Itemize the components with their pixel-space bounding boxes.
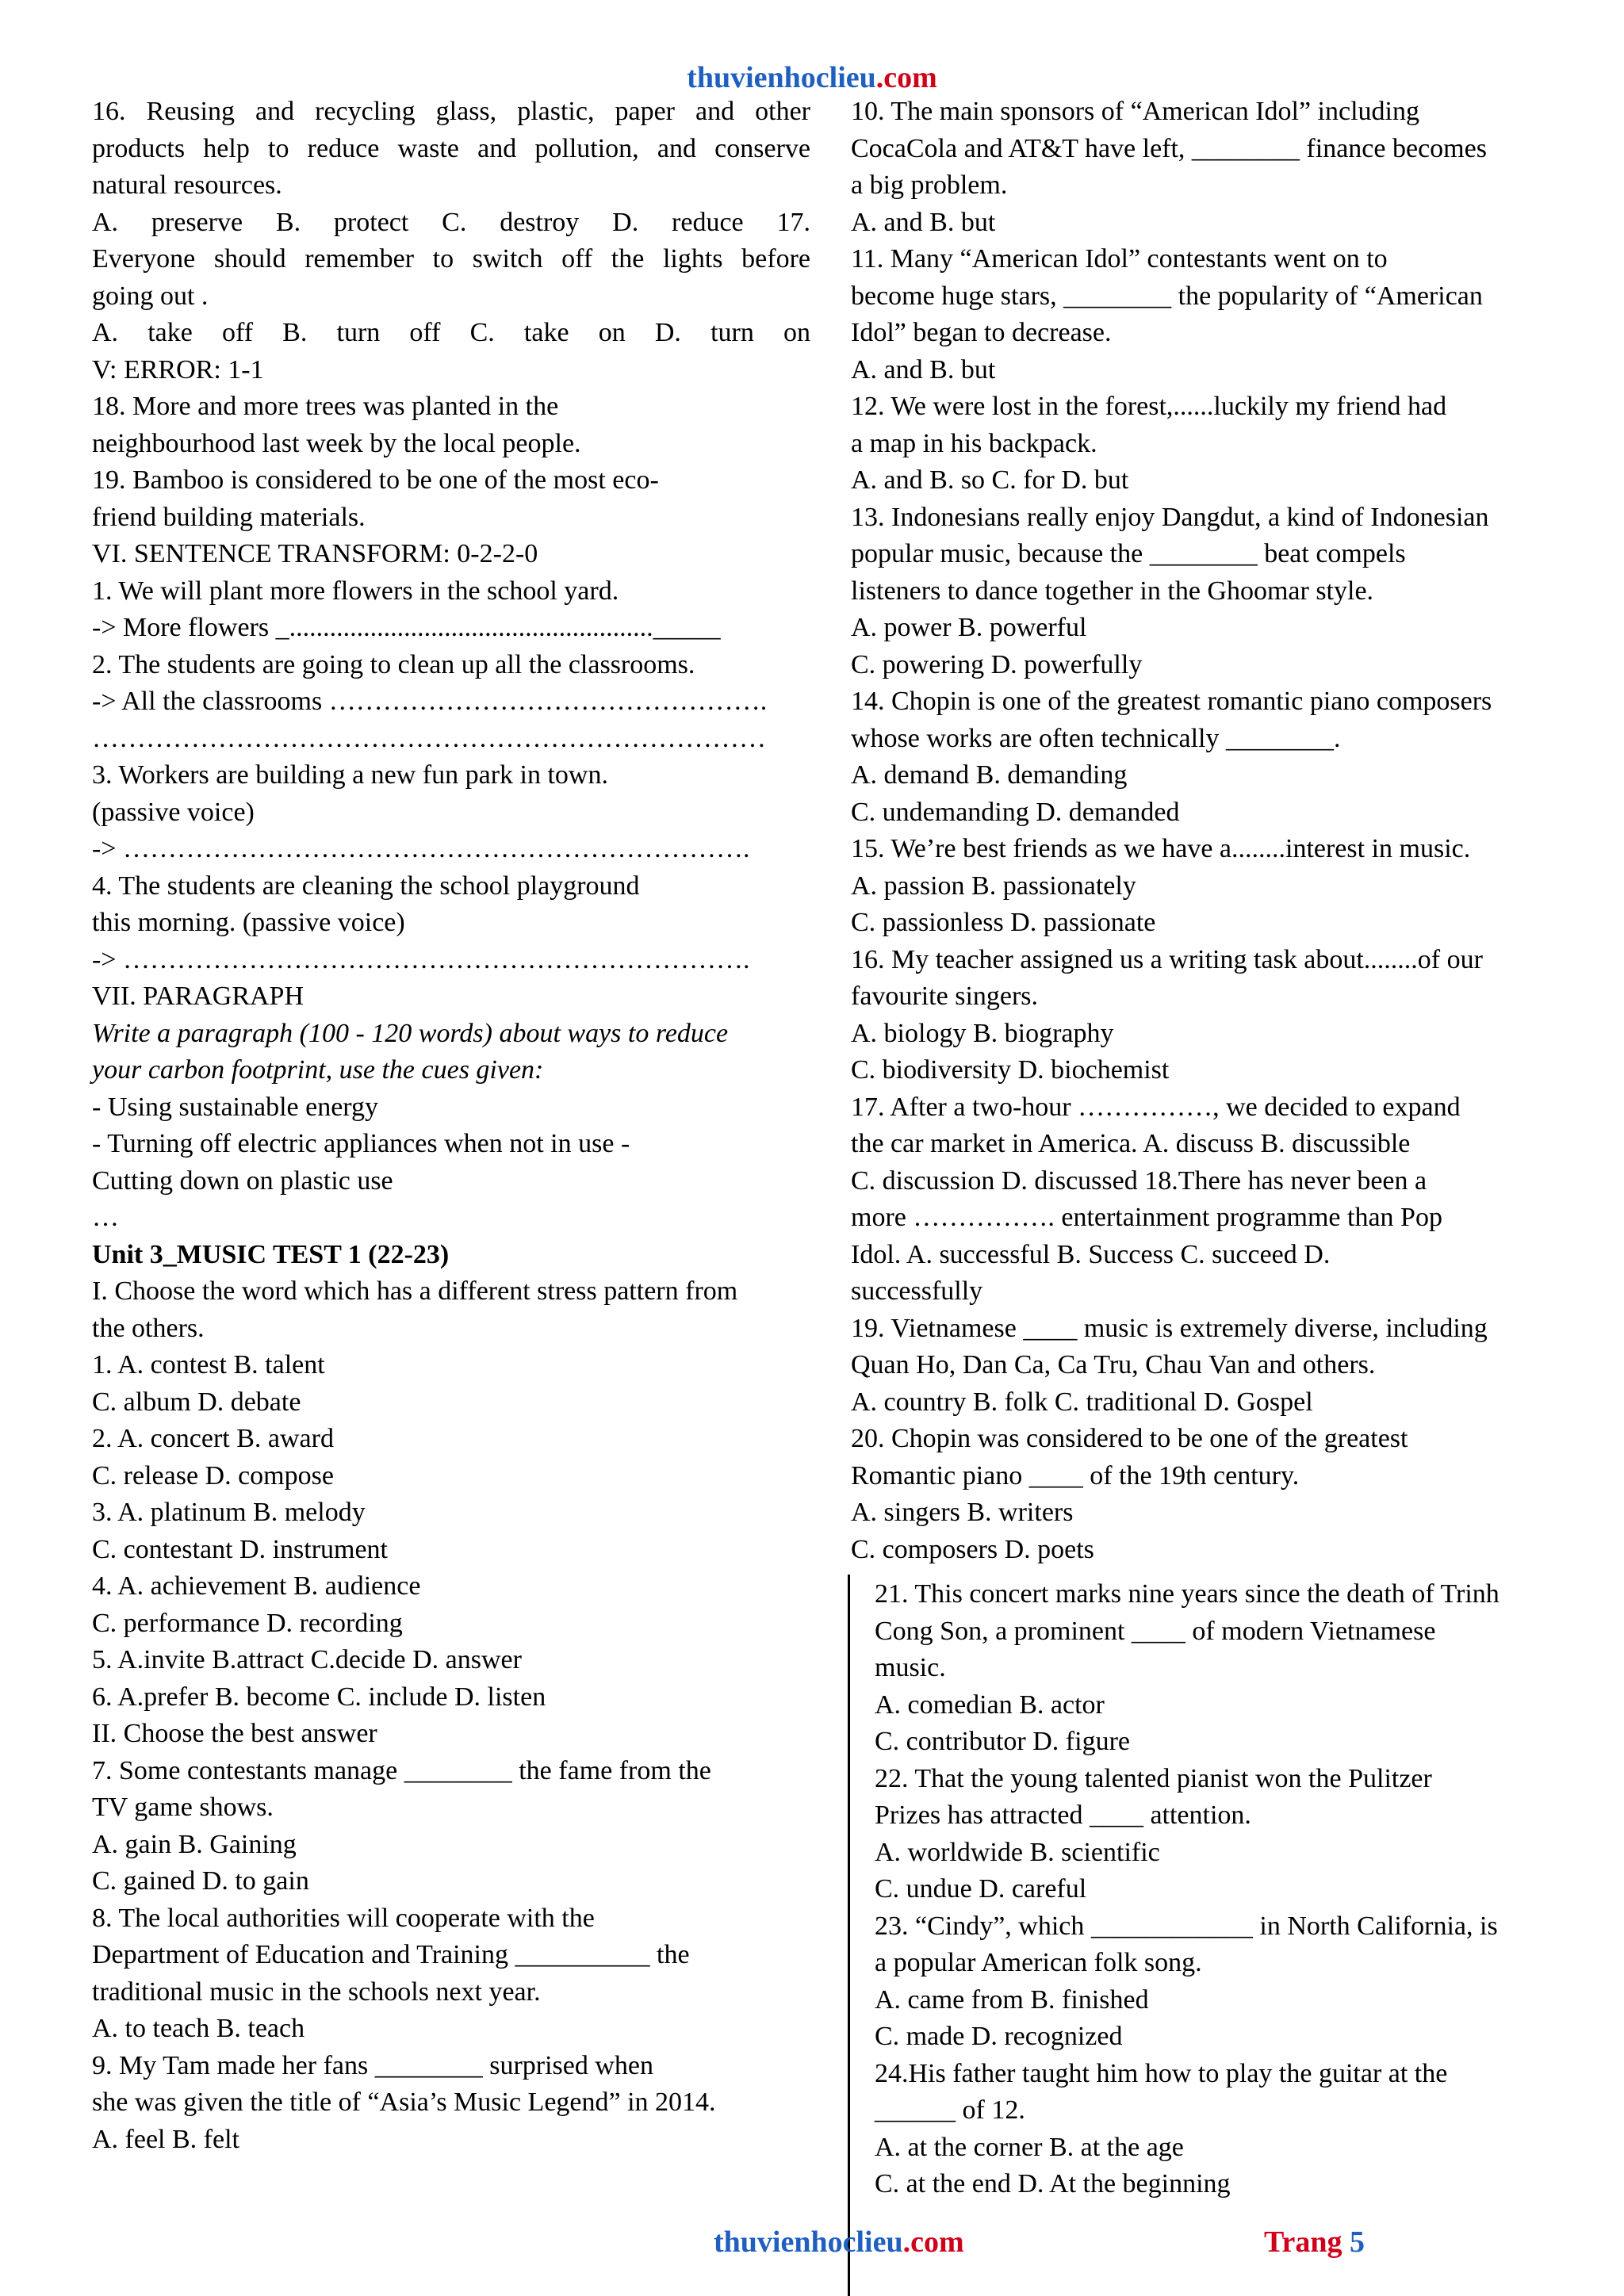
text-line: 20. Chopin was considered to be one of the greatest [851, 1424, 1408, 1453]
text-line: 14. Chopin is one of the greatest romantic piano composers [851, 687, 1492, 716]
text-line: whose works are often technically ________. [851, 723, 1341, 753]
text-line: a big problem. [851, 170, 1008, 200]
text-line: A. biology B. biography [851, 1018, 1114, 1048]
text-line: 19. Bamboo is considered to be one of the most eco- [92, 465, 659, 495]
text-line: I. Choose the word which has a different stress pattern from [92, 1276, 738, 1306]
left-column [92, 94, 810, 2158]
text-line: Prizes has attracted ____ attention. [875, 1800, 1251, 1830]
text-line: 1. We will plant more flowers in the school yard. [92, 576, 619, 606]
text-line: a map in his backpack. [851, 428, 1097, 458]
text-line: A. comedian B. actor [875, 1689, 1105, 1720]
text-line: C. biodiversity D. biochemist [851, 1055, 1170, 1085]
text-line: 19. Vietnamese ____ music is extremely diverse, including [851, 1313, 1488, 1343]
text-line: ………………………………………………………………… [92, 723, 766, 753]
text-line: 2. A. concert B. award [92, 1424, 334, 1453]
text-line: A. power B. powerful [851, 613, 1087, 642]
text-line: C. at the end D. At the beginning [875, 2169, 1231, 2198]
text-line: 4. The students are cleaning the school playground [92, 871, 640, 901]
text-line: 12. We were lost in the forest,......luckily my friend had [851, 392, 1447, 421]
text-line: C. contributor D. figure [875, 1727, 1130, 1756]
text-line: 3. Workers are building a new fun park in town. [92, 760, 608, 790]
text-line: 11. Many “American Idol” contestants went on to [851, 244, 1388, 274]
text-line: A. gain B. Gaining [92, 1829, 297, 1859]
text-line: 13. Indonesians really enjoy Dangdut, a kind of Indonesian [851, 502, 1489, 532]
page-label: Trang [1264, 2225, 1342, 2259]
text-line: VII. PARAGRAPH [92, 982, 304, 1011]
text-line: 1. A. contest B. talent [92, 1350, 325, 1380]
text-line: A. to teach B. teach [92, 2014, 305, 2043]
text-line: TV game shows. [92, 1793, 274, 1822]
text-line: 2. The students are going to clean up all the classrooms. [92, 649, 695, 679]
text-line: Quan Ho, Dan Ca, Ca Tru, Chau Van and others. [851, 1350, 1376, 1380]
footer-page [1264, 2225, 1365, 2260]
text-line: 23. “Cindy”, which ____________ in North California, is [875, 1911, 1498, 1941]
text-line: ______ of 12. [875, 2095, 1025, 2125]
text-line: -> ……………………………………………………………. [92, 944, 750, 974]
text-line: more ……………. entertainment programme than Pop [851, 1203, 1442, 1232]
text-line: successfully [851, 1276, 983, 1306]
text-line: -> More flowers _......................................................_____ [92, 613, 721, 642]
text-line: Idol. A. successful B. Success C. succeed D. [851, 1239, 1331, 1269]
text-line: -> All the classrooms …………………………………………. [92, 687, 768, 716]
text-line: your carbon footprint, use the cues given: [92, 1055, 544, 1085]
text-line: VI. SENTENCE TRANSFORM: 0-2-2-0 [92, 539, 538, 568]
text-line: A. and B. but [851, 354, 996, 385]
text-line: 7. Some contestants manage ________ the fame from the [92, 1755, 711, 1785]
text-line: A. worldwide B. scientific [875, 1837, 1160, 1867]
site-header [0, 60, 1624, 95]
text-line: Department of Education and Training __________ the [92, 1940, 690, 1969]
text-line: Everyone should remember to switch off the lights before [92, 244, 810, 274]
text-line: C. undue D. careful [875, 1874, 1087, 1904]
text-line: C. passionless D. passionate [851, 908, 1156, 937]
text-line: 22. That the young talented pianist won the Pulitzer [875, 1763, 1432, 1793]
text-line: A. and B. so C. for D. but [851, 465, 1129, 495]
footer-site [714, 2225, 964, 2260]
footer-site-tld: .com [902, 2225, 964, 2259]
text-line: A. at the corner B. at the age [875, 2132, 1184, 2162]
text-line: favourite singers. [851, 982, 1039, 1011]
text-line: neighbourhood last week by the local people. [92, 428, 581, 458]
text-line: A. passion B. passionately [851, 871, 1136, 901]
text-line: 21. This concert marks nine years since the death of Trinh [875, 1579, 1500, 1609]
text-line: C. undemanding D. demanded [851, 797, 1180, 827]
text-line: this morning. (passive voice) [92, 908, 405, 937]
site-tld: .com [875, 61, 937, 94]
text-line: V: ERROR: 1-1 [92, 354, 264, 385]
text-line: 18. More and more trees was planted in the [92, 392, 559, 421]
text-line: 5. A.invite B.attract C.decide D. answer [92, 1645, 522, 1674]
text-line: listeners to dance together in the Ghoomar style. [851, 576, 1374, 606]
text-line: 15. We’re best friends as we have a........interest in music. [851, 834, 1471, 863]
text-line: A. demand B. demanding [851, 760, 1128, 790]
text-line: going out . [92, 281, 209, 311]
text-line: C. contestant D. instrument [92, 1534, 389, 1564]
text-line: - Turning off electric appliances when not in use - [92, 1129, 630, 1158]
text-line: 17. After a two-hour ……………, we decided to expand [851, 1092, 1461, 1122]
text-line: - Using sustainable energy [92, 1092, 379, 1122]
text-line: A. preserve B. protect C. destroy D. reduce 17. [92, 207, 810, 237]
text-line: the others. [92, 1313, 205, 1343]
text-line: 3. A. platinum B. melody [92, 1498, 366, 1527]
text-line: A. country B. folk C. traditional D. Gospel [851, 1387, 1313, 1417]
text-line: C. gained D. to gain [92, 1866, 309, 1896]
text-line: popular music, because the ________ beat compels [851, 539, 1406, 568]
text-line: 16. Reusing and recycling glass, plastic, paper and other [92, 97, 810, 126]
text-line: C. album D. debate [92, 1387, 301, 1417]
text-line: C. release D. compose [92, 1460, 334, 1490]
text-line: C. performance D. recording [92, 1608, 403, 1638]
text-line: 9. My Tam made her fans ________ surprised when [92, 2050, 654, 2080]
text-line: 16. My teacher assigned us a writing task about........of our [851, 944, 1483, 974]
text-line: she was given the title of “Asia’s Music Legend” in 2014. [92, 2087, 716, 2117]
page-number: 5 [1350, 2225, 1365, 2259]
text-line: … [92, 1203, 119, 1232]
right-column [851, 94, 1574, 1568]
text-line: A. feel B. felt [92, 2124, 239, 2154]
text-line: become huge stars, ________ the popularity of “American [851, 281, 1483, 311]
text-line: products help to reduce waste and pollution, and conserve [92, 133, 810, 163]
text-line: the car market in America. A. discuss B. discussible [851, 1129, 1411, 1158]
text-line: Idol” began to decrease. [851, 318, 1112, 347]
text-line: Unit 3_MUSIC TEST 1 (22-23) [92, 1239, 450, 1269]
text-line: natural resources. [92, 170, 282, 200]
text-line: CocaCola and AT&T have left, ________ finance becomes [851, 133, 1487, 163]
text-line: C. powering D. powerfully [851, 649, 1143, 679]
text-line: 24.His father taught him how to play the guitar at the [875, 2058, 1448, 2088]
text-line: A. singers B. writers [851, 1498, 1074, 1527]
text-line: 8. The local authorities will cooperate with the [92, 1903, 595, 1933]
text-line: Romantic piano ____ of the 19th century. [851, 1460, 1300, 1490]
text-line: A. and B. but [851, 207, 996, 237]
text-line: Cong Son, a prominent ____ of modern Vietnamese [875, 1616, 1436, 1646]
text-line: 10. The main sponsors of “American Idol” including [851, 97, 1419, 126]
text-line: (passive voice) [92, 797, 255, 827]
text-line: II. Choose the best answer [92, 1719, 377, 1748]
text-line: a popular American folk song. [875, 1948, 1202, 1977]
column-divider [848, 1575, 850, 2296]
text-line: music. [875, 1653, 946, 1682]
text-line: C. discussion D. discussed 18.There has never been a [851, 1165, 1427, 1196]
text-line: 4. A. achievement B. audience [92, 1571, 421, 1601]
text-line: Write a paragraph (100 - 120 words) about ways to reduce [92, 1018, 729, 1048]
text-line: traditional music in the schools next year. [92, 1976, 541, 2007]
text-line: A. take off B. turn off C. take on D. turn on [92, 318, 810, 347]
text-line: A. came from B. finished [875, 1984, 1149, 2015]
text-line: friend building materials. [92, 502, 366, 532]
text-line: Cutting down on plastic use [92, 1165, 393, 1196]
text-line: C. made D. recognized [875, 2022, 1123, 2051]
footer-site-name: thuvienhoclieu [714, 2225, 903, 2259]
text-line: -> ……………………………………………………………. [92, 834, 750, 863]
site-name: thuvienhoclieu [687, 61, 876, 94]
right-column-lower [875, 1576, 1588, 2203]
text-line: 6. A.prefer B. become C. include D. listen [92, 1682, 546, 1712]
text-line: C. composers D. poets [851, 1534, 1094, 1564]
